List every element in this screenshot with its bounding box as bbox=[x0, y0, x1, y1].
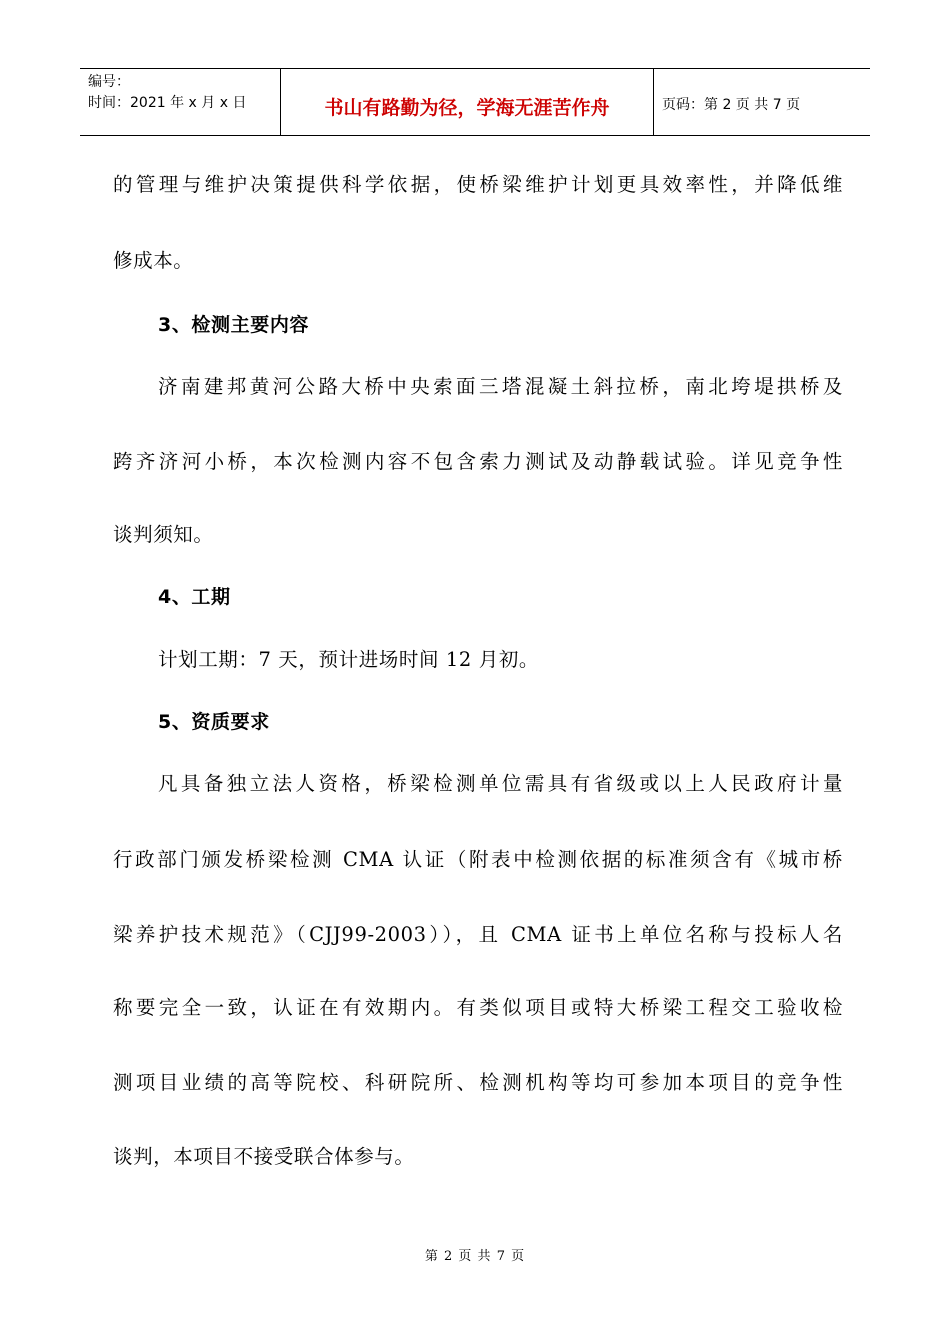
page-header bbox=[80, 68, 870, 136]
paragraph-line: 称要完全一致，认证在有效期内。有类似项目或特大桥梁工程交工验收检 bbox=[113, 996, 843, 1019]
paragraph-line: 计划工期：7 天，预计进场时间 12 月初。 bbox=[158, 648, 540, 671]
paragraph-line: 测项目业绩的高等院校、科研院所、检测机构等均可参加本项目的竞争性 bbox=[113, 1071, 843, 1094]
section-heading-5: 5、资质要求 bbox=[158, 711, 270, 733]
paragraph-line: 谈判须知。 bbox=[113, 523, 214, 546]
paragraph-line: 谈判，本项目不接受联合体参与。 bbox=[113, 1145, 415, 1168]
header-meta-cell bbox=[80, 69, 281, 135]
section-heading-3: 3、检测主要内容 bbox=[158, 314, 310, 336]
paragraph-line: 凡具备独立法人资格，桥梁检测单位需具有省级或以上人民政府计量 bbox=[158, 772, 843, 795]
paragraph-line: 梁养护技术规范》（CJJ99-2003）），且 CMA 证书上单位名称与投标人名 bbox=[113, 923, 843, 946]
header-page-info: 页码：第 2 页 共 7 页 bbox=[662, 97, 801, 113]
paragraph-line: 修成本。 bbox=[113, 249, 194, 272]
page-footer: 第 2 页 共 7 页 bbox=[424, 1249, 526, 1264]
paragraph-line: 的管理与维护决策提供科学依据，使桥梁维护计划更具效率性，并降低维 bbox=[113, 173, 843, 196]
paragraph-line: 济南建邦黄河公路大桥中央索面三塔混凝土斜拉桥，南北垮堤拱桥及 bbox=[158, 375, 843, 398]
paragraph-line: 跨齐济河小桥，本次检测内容不包含索力测试及动静载试验。详见竞争性 bbox=[113, 450, 843, 473]
date-label: 时间：2021 年 x 月 x 日 bbox=[88, 95, 247, 111]
section-heading-4: 4、工期 bbox=[158, 586, 231, 608]
paragraph-line: 行政部门颁发桥梁检测 CMA 认证（附表中检测依据的标准须含有《城市桥 bbox=[113, 848, 843, 871]
header-motto: 书山有路勤为径，学海无涯苦作舟 bbox=[281, 69, 654, 135]
number-label: 编号： bbox=[88, 74, 130, 90]
